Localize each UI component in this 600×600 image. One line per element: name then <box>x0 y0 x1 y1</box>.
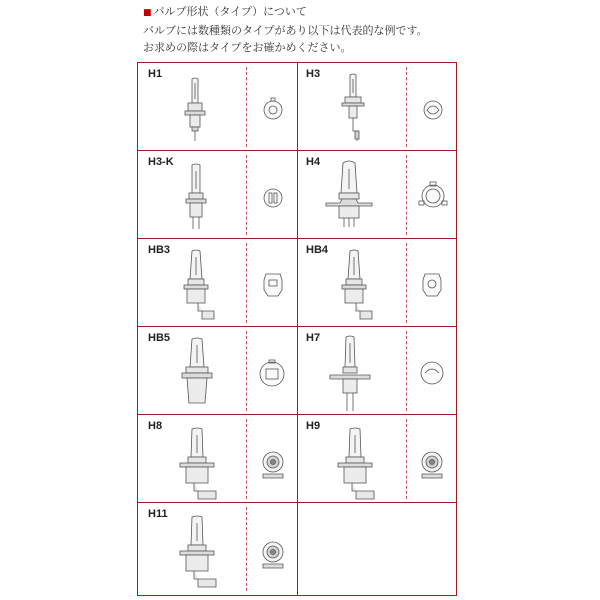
intro-heading-line <box>143 3 593 22</box>
row-divider <box>138 238 456 239</box>
h9-bulb-icon <box>334 427 378 501</box>
cell-label-h1: H1 <box>148 68 163 80</box>
dashed-divider <box>406 67 407 147</box>
cell-label-h4: H4 <box>306 156 321 168</box>
bulb-type-table <box>137 62 457 596</box>
h11-socket-icon <box>260 538 286 570</box>
hb5-socket-icon <box>258 359 286 389</box>
h9-socket-icon <box>419 448 445 480</box>
h3k-socket-icon <box>262 185 284 211</box>
dashed-divider <box>246 67 247 147</box>
row-divider <box>138 414 456 415</box>
hb3-socket-icon <box>260 270 286 300</box>
row-divider <box>138 502 456 503</box>
dashed-divider <box>246 243 247 323</box>
intro-heading: バルブ形状（タイプ）について <box>153 5 307 18</box>
dashed-divider <box>246 331 247 411</box>
h1-socket-icon <box>262 97 284 123</box>
intro-line-2: バルブには数種類のタイプがあり以下は代表的な例です。 <box>143 24 428 37</box>
cell-label-h3: H3 <box>306 68 321 80</box>
cell-label-h7: H7 <box>306 332 321 344</box>
hb5-bulb-icon <box>178 337 218 411</box>
column-divider <box>297 63 298 595</box>
cell-label-hb5: HB5 <box>148 332 171 344</box>
dashed-divider <box>246 155 247 235</box>
h3-socket-icon <box>422 97 444 123</box>
h7-socket-icon <box>419 359 445 387</box>
hb4-socket-icon <box>419 270 445 300</box>
intro-line-3: お求めの際はタイプをお確かめください。 <box>143 41 352 54</box>
hb4-bulb-icon <box>336 249 376 325</box>
intro-text <box>143 3 593 56</box>
h11-bulb-icon <box>176 515 220 591</box>
cell-label-h11: H11 <box>148 508 168 520</box>
dashed-divider <box>406 419 407 499</box>
h4-bulb-icon <box>324 159 374 235</box>
dashed-divider <box>246 419 247 499</box>
dashed-divider <box>406 155 407 235</box>
h7-bulb-icon <box>328 335 372 413</box>
row-divider <box>138 326 456 327</box>
h8-bulb-icon <box>176 427 220 501</box>
h4-socket-icon <box>418 181 448 211</box>
h1-bulb-icon <box>180 77 210 143</box>
cell-label-hb4: HB4 <box>306 244 329 256</box>
cell-label-h8: H8 <box>148 420 163 432</box>
row-divider <box>138 150 456 151</box>
h8-socket-icon <box>260 448 286 480</box>
hb3-bulb-icon <box>178 249 218 325</box>
h3-bulb-icon <box>338 73 368 143</box>
cell-label-h9: H9 <box>306 420 321 432</box>
bullet-square-icon: ■ <box>143 8 152 18</box>
h3k-bulb-icon <box>182 163 210 233</box>
cell-label-h3k: H3-K <box>148 156 174 168</box>
cell-label-hb3: HB3 <box>148 244 171 256</box>
dashed-divider <box>406 331 407 411</box>
dashed-divider <box>406 243 407 323</box>
dashed-divider <box>246 507 247 591</box>
